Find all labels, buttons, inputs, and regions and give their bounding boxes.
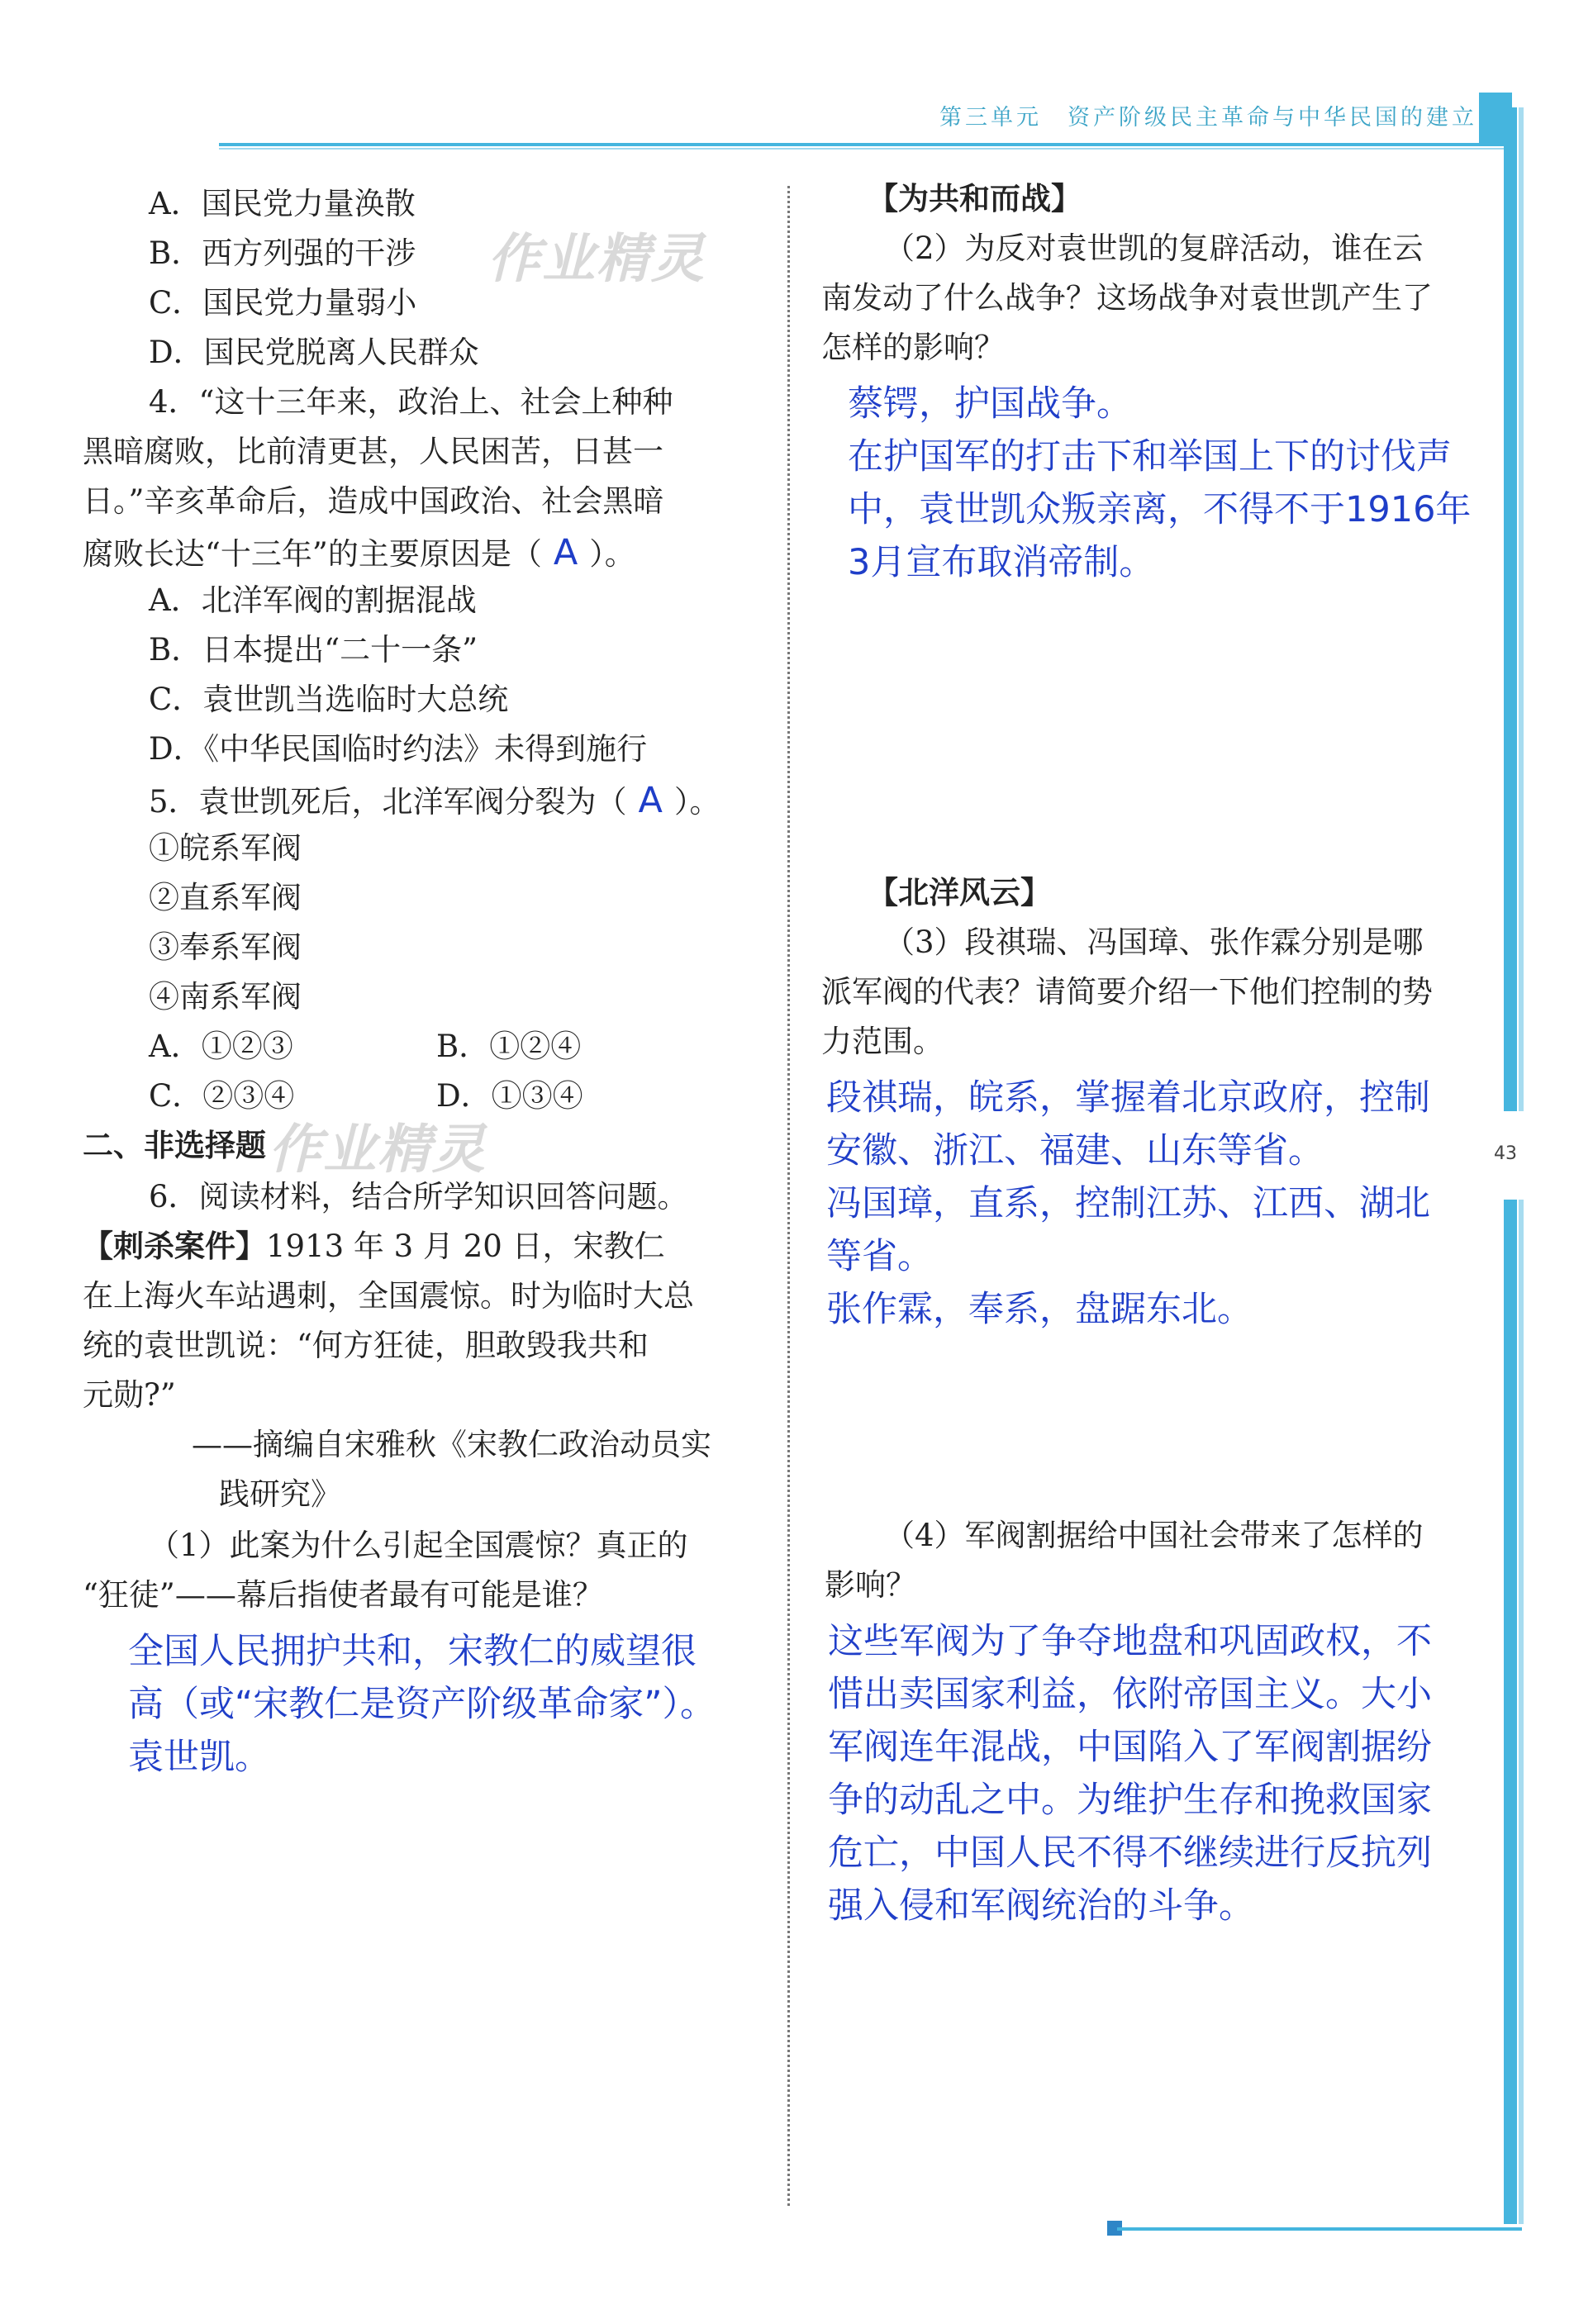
bottom-rule — [1117, 2227, 1522, 2231]
header-rule-light — [219, 148, 1508, 150]
q5-option-d: D．①③④ — [436, 1078, 583, 1114]
q4-stem-line: 4．“这十三年来，政治上、社会上种种 — [149, 384, 673, 420]
q2-answer-line: 3月宣布取消帝制。 — [848, 542, 1155, 583]
side-bar-top-light — [1519, 107, 1524, 1111]
q6-1-stem: “狂徒”——幕后指使者最有可能是谁？ — [83, 1577, 603, 1613]
q4-answer-line: 军阀连年混战，中国陷入了军阀割据纷 — [828, 1727, 1432, 1768]
q2-answer-line: 在护国军的打击下和举国上下的讨伐声 — [848, 436, 1452, 478]
section-heading: 【北洋风云】 — [868, 875, 1051, 910]
side-bar-bottom — [1504, 1200, 1517, 2224]
q4-stem-text: 腐败长达“十三年”的主要原因是（ — [83, 536, 542, 572]
q5-option-a: A．①②③ — [149, 1029, 293, 1064]
q2-stem-line: （2）为反对袁世凯的复辟活动，谁在云 — [884, 230, 1424, 266]
q5-item: ④南系军阀 — [149, 979, 302, 1015]
q5-stem — [149, 780, 720, 821]
material-line: 统的袁世凯说：“何方狂徒，胆敢毁我共和 — [83, 1328, 649, 1363]
q2-stem-line: 怎样的影响？ — [821, 330, 1005, 365]
q4-stem-line: （4）军阀割据给中国社会带来了怎样的 — [884, 1518, 1424, 1553]
section-heading: 【为共和而战】 — [868, 181, 1082, 216]
q4-stem-line — [83, 532, 635, 573]
q4-option-a: A．北洋军阀的割据混战 — [149, 582, 477, 618]
q4-stem-end: ）。 — [589, 536, 635, 572]
q3-stem-line: （3）段祺瑞、冯国璋、张作霖分别是哪 — [884, 924, 1424, 960]
q4-option-c: C．袁世凯当选临时大总统 — [149, 682, 509, 717]
q3-option-d: D．国民党脱离人民群众 — [149, 335, 479, 370]
q6-1-answer-line: 高（或“宋教仁是资产阶级革命家”）。 — [128, 1684, 716, 1725]
q4-stem-line: 影响？ — [825, 1567, 916, 1603]
q5-item: ①皖系军阀 — [149, 830, 302, 866]
q3-answer-line: 段祺瑞，皖系，掌握着北京政府，控制 — [826, 1077, 1430, 1119]
q4-answer: A — [553, 532, 578, 573]
q4-answer-line: 危亡，中国人民不得不继续进行反抗列 — [828, 1832, 1432, 1874]
q3-answer-line: 安徽、浙江、福建、山东等省。 — [826, 1130, 1324, 1172]
q6-1-answer-line: 全国人民拥护共和，宋教仁的威望很 — [128, 1631, 697, 1672]
q5-item: ③奉系军阀 — [149, 929, 302, 965]
q4-stem-line: 黑暗腐败，比前清更甚，人民困苦，日甚一 — [83, 434, 663, 469]
q5-answer: A — [638, 780, 663, 821]
watermark: 作业精灵 — [487, 229, 706, 290]
q3-option-b: B．西方列强的干涉 — [149, 235, 416, 271]
q6-1-stem: （1）此案为什么引起全国震惊？真正的 — [149, 1528, 688, 1563]
q6-1-answer-line: 袁世凯。 — [128, 1737, 270, 1778]
material-text: 1913 年 3 月 20 日，宋教仁 — [266, 1229, 665, 1264]
q4-stem-line: 日。”辛亥革命后，造成中国政治、社会黑暗 — [83, 483, 664, 519]
q5-stem-end: ）。 — [673, 784, 720, 820]
material-label: 【刺杀案件】 — [83, 1229, 266, 1264]
q3-answer-line: 等省。 — [826, 1236, 933, 1277]
material-line — [83, 1231, 665, 1262]
q5-option-c: C．②③④ — [149, 1078, 295, 1114]
q5-option-b: B．①②④ — [436, 1029, 582, 1064]
q5-item: ②直系军阀 — [149, 880, 302, 915]
q2-stem-line: 南发动了什么战争？这场战争对袁世凯产生了 — [821, 280, 1433, 316]
q3-stem-line: 力范围。 — [821, 1024, 944, 1059]
source-line: ——摘编自宋雅秋《宋教仁政治动员实 — [192, 1427, 711, 1462]
watermark: 作业精灵 — [269, 1119, 487, 1181]
q5-stem-text: 5．袁世凯死后，北洋军阀分裂为（ — [149, 784, 627, 820]
q4-answer-line: 惜出卖国家利益，依附帝国主义。大小 — [828, 1674, 1432, 1715]
q4-option-d: D．《中华民国临时约法》未得到施行 — [149, 731, 648, 767]
q3-option-a: A．国民党力量涣散 — [149, 186, 416, 221]
q3-option-c: C．国民党力量弱小 — [149, 285, 417, 321]
page-number: 43 — [1494, 1143, 1517, 1164]
material-line: 在上海火车站遇刺，全国震惊。时为临时大总 — [83, 1278, 694, 1314]
side-bar-top — [1504, 107, 1517, 1111]
q6-stem: 6．阅读材料，结合所学知识回答问题。 — [149, 1179, 688, 1214]
material-line: 元勋?” — [83, 1377, 176, 1413]
column-divider — [787, 186, 790, 2206]
q2-answer-line: 中，袁世凯众叛亲离，不得不于1916年 — [848, 489, 1472, 530]
q4-answer-line: 争的动乱之中。为维护生存和挽救国家 — [828, 1780, 1432, 1821]
unit-title: 第三单元 资产阶级民主革命与中华民国的建立 — [939, 105, 1477, 131]
q4-option-b: B．日本提出“二十一条” — [149, 632, 478, 668]
q4-answer-line: 强入侵和军阀统治的斗争。 — [828, 1885, 1254, 1927]
section-title: 二、非选择题 — [83, 1128, 266, 1163]
q2-answer-line: 蔡锷，护国战争。 — [848, 383, 1132, 425]
q3-stem-line: 派军阀的代表？请简要介绍一下他们控制的势 — [821, 974, 1433, 1010]
header-rule — [219, 143, 1508, 146]
side-bar-bottom-light — [1519, 1200, 1524, 2224]
q3-answer-line: 冯国璋，直系，控制江苏、江西、湖北 — [826, 1183, 1430, 1224]
q4-answer-line: 这些军阀为了争夺地盘和巩固政权，不 — [828, 1621, 1432, 1662]
q3-answer-line: 张作霖，奉系，盘踞东北。 — [826, 1289, 1253, 1330]
source-line: 践研究》 — [219, 1476, 341, 1512]
